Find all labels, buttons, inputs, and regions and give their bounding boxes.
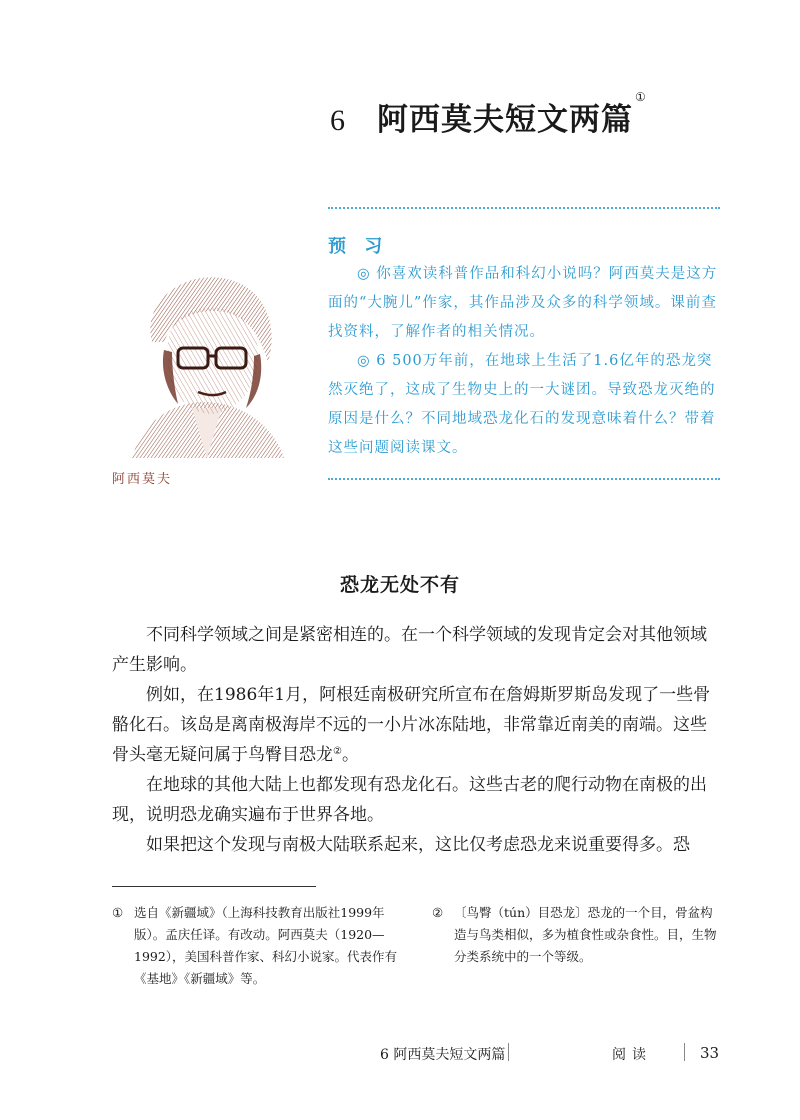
author-portrait-image xyxy=(112,262,298,458)
page-number: 33 xyxy=(700,1044,720,1062)
preview-paragraph-2: ◎ 6 500万年前，在地球上生活了1.6亿年的恐龙突然灭绝了，这成了生物史上的一大谜团。导致恐龙灭绝的原因是什么？不同地域恐龙化石的发现意味着什么？带着这些问题阅读课文。 xyxy=(328,353,716,456)
footnote-1-mark: ① xyxy=(112,905,124,920)
portrait-caption: 阿西莫夫 xyxy=(112,472,173,487)
footnote-rule xyxy=(112,886,316,887)
lesson-title: 阿西莫夫短文两篇 xyxy=(377,102,633,138)
body-paragraph-2-end: 。 xyxy=(341,745,359,765)
footnote-2-text: 〔鸟臀（tún）目恐龙〕恐龙的一个目，骨盆构造与鸟类相似，多为植食性或杂食性。目，生物分类系统中的一个等级。 xyxy=(454,905,717,964)
preview-bottom-divider xyxy=(328,478,720,480)
lesson-number: 6 xyxy=(330,104,345,137)
lesson-title-line xyxy=(330,90,646,139)
footer-separator xyxy=(684,1043,685,1061)
footnote-1 xyxy=(112,902,408,990)
body-paragraph-1: 不同科学领域之间是紧密相连的。在一个科学领域的发现肯定会对其他领域产生影响。 xyxy=(112,625,707,675)
footnote-2-mark: ② xyxy=(432,905,444,920)
preview-heading: 预 习 xyxy=(328,236,389,257)
preview-body xyxy=(328,260,720,463)
body-paragraph-4: 如果把这个发现与南极大陆联系起来，这比仅考虑恐龙来说重要得多。恐 xyxy=(146,835,690,855)
article-body xyxy=(112,620,722,860)
section-heading: 恐龙无处不有 xyxy=(339,574,460,596)
body-paragraph-3: 在地球的其他大陆上也都发现有恐龙化石。这些古老的爬行动物在南极的出现，说明恐龙确实遍布于世界各地。 xyxy=(112,775,707,825)
footer-separator xyxy=(508,1043,509,1061)
footnote-2 xyxy=(432,902,722,968)
body-paragraph-2 xyxy=(112,680,722,770)
footnote-1-text: 选自《新疆域》（上海科技教育出版社1999年版）。孟庆任译。有改动。阿西莫夫（1920—1992），美国科普作家、科幻小说家。代表作有《基地》《新疆域》等。 xyxy=(134,905,398,986)
footer-lesson-title: 6 阿西莫夫短文两篇 xyxy=(380,1047,506,1063)
preview-top-divider xyxy=(328,207,720,209)
preview-paragraph-1: ◎ 你喜欢读科普作品和科幻小说吗？阿西莫夫是这方面的“大腕儿”作家，其作品涉及众多的科学领域。课前查找资料，了解作者的相关情况。 xyxy=(328,266,718,340)
footer-section-label: 阅读 xyxy=(612,1047,652,1063)
body-paragraph-2-text: 例如，在1986年1月，阿根廷南极研究所宣布在詹姆斯罗斯岛发现了一些骨骼化石。该岛是离南极海岸不远的一小片冰冻陆地，非常靠近南美的南端。这些骨头毫无疑问属于鸟臀目恐龙 xyxy=(112,685,711,765)
title-footnote-mark: ① xyxy=(635,90,646,104)
footnote-ref-2: ② xyxy=(333,746,342,757)
